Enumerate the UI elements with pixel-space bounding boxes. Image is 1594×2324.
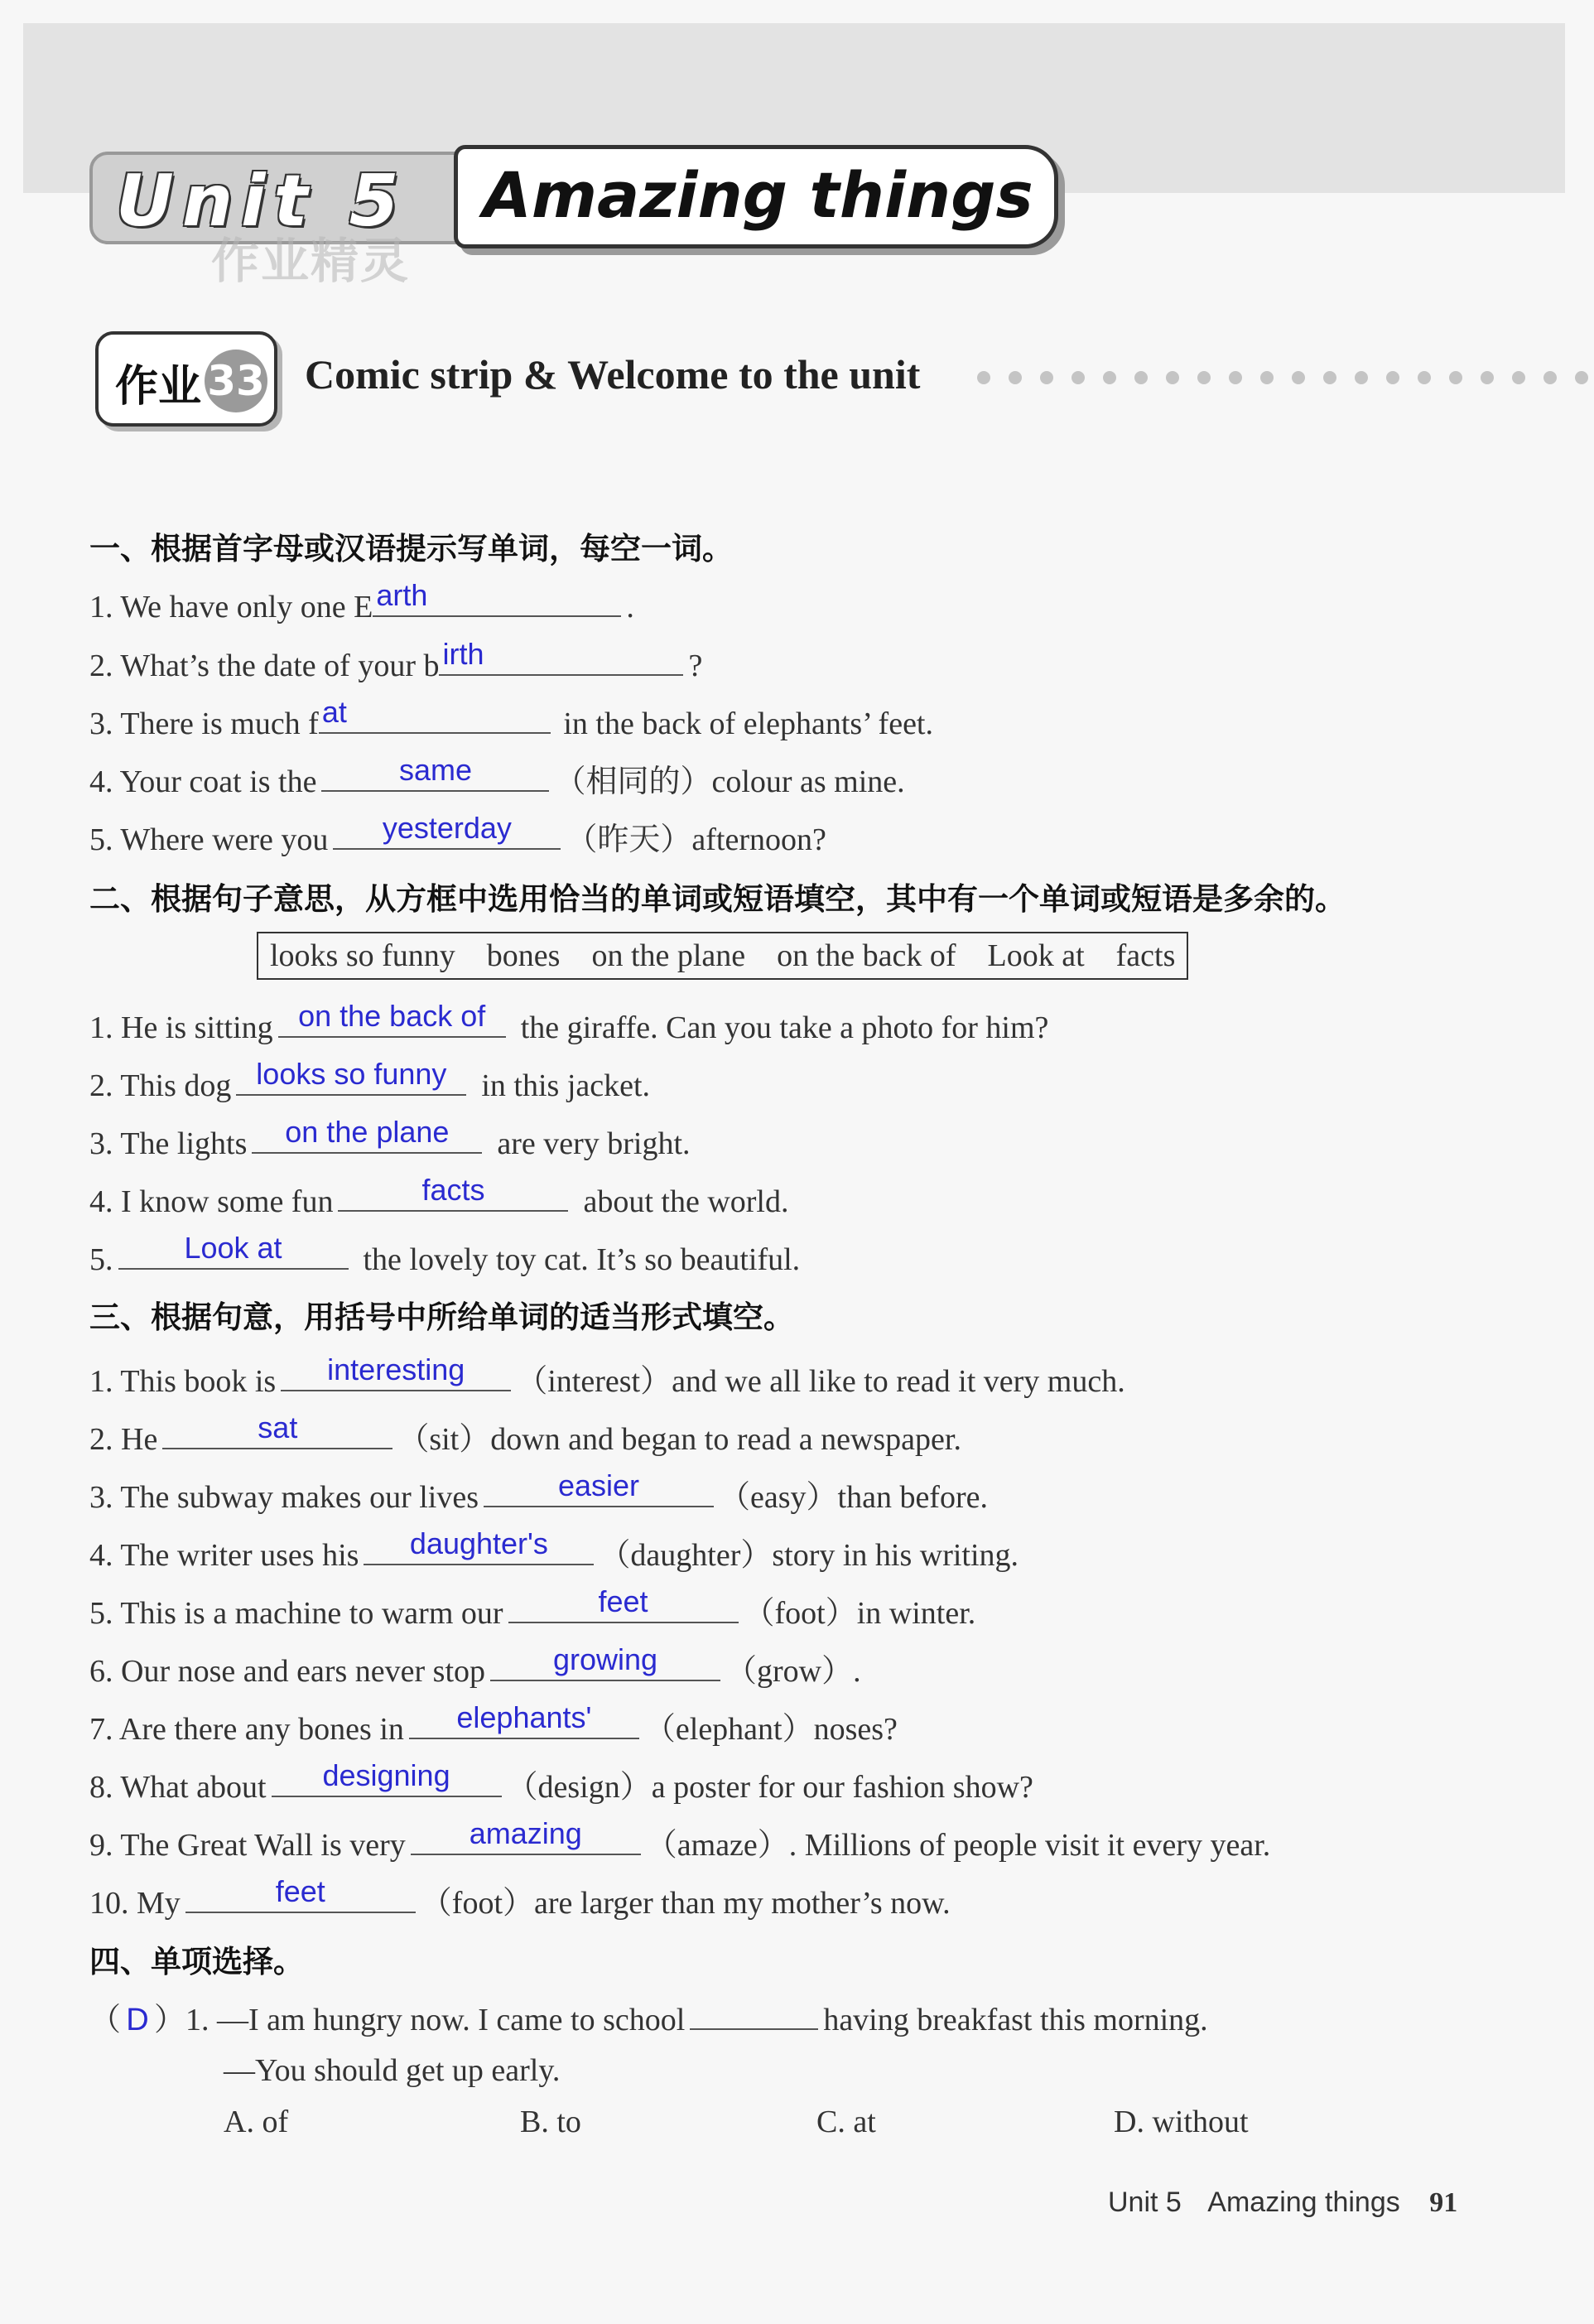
part2-item-2: 2. This dog looks so funny in this jacket. — [89, 1057, 651, 1103]
part3-item-3: 3. The subway makes our lives easier （easy）than before. — [89, 1468, 988, 1515]
answer-blank[interactable]: looks so funny — [236, 1056, 466, 1096]
part3-item-6: 6. Our nose and ears never stop growing （grow）. — [89, 1642, 861, 1689]
answer-blank[interactable]: elephants' — [409, 1700, 639, 1739]
answer-blank[interactable]: easier — [484, 1468, 714, 1507]
option-a[interactable]: A. of — [224, 2105, 289, 2139]
part1-item-1: 1. We have only one E arth . — [89, 578, 634, 624]
option-b[interactable]: B. to — [520, 2105, 581, 2139]
answer-blank[interactable]: arth — [373, 577, 621, 617]
part1-heading: 一、根据首字母或汉语提示写单词，每空一词。 — [89, 531, 733, 567]
part2-item-3: 3. The lights on the plane are very bright. — [89, 1115, 691, 1161]
unit-title: Amazing things — [454, 145, 1058, 248]
part3-item-1: 1. This book is interesting （interest）and we all like to read it very much. — [89, 1352, 1125, 1399]
part2-item-1: 1. He is sitting on the back of the giraffe. Can you take a photo for him? — [89, 999, 1049, 1045]
answer-blank[interactable]: facts — [338, 1172, 568, 1212]
part3-item-8: 8. What about designing （design）a poster for our fashion show? — [89, 1758, 1033, 1805]
part2-item-4: 4. I know some fun facts about the world. — [89, 1173, 789, 1219]
part1-item-5: 5. Where were you yesterday （昨天）afternoon? — [89, 811, 826, 857]
part3-item-4: 4. The writer uses his daughter's （daughter）story in his writing. — [89, 1526, 1019, 1573]
footer-unit: Unit 5 — [1108, 2187, 1182, 2218]
unit-label: Unit 5 — [89, 152, 470, 244]
answer-blank[interactable]: Look at — [118, 1230, 349, 1270]
part3-item-7: 7. Are there any bones in elephants' （elephant）noses? — [89, 1700, 898, 1747]
word-option: on the back of — [777, 938, 956, 973]
part2-heading: 二、根据句子意思，从方框中选用恰当的单词或短语填空，其中有一个单词或短语是多余的。 — [89, 881, 1346, 917]
part3-item-10: 10. My feet （foot）are larger than my mother’s now. — [89, 1874, 951, 1921]
answer-blank[interactable]: sat — [162, 1410, 392, 1449]
dot-divider — [977, 371, 1588, 384]
answer-blank[interactable]: on the back of — [278, 998, 506, 1038]
word-option: looks so funny — [270, 938, 455, 973]
homework-badge — [95, 331, 277, 427]
answer-blank[interactable]: feet — [508, 1584, 739, 1623]
homework-number: 33 — [205, 350, 267, 412]
part3-item-9: 9. The Great Wall is very amazing （amaze）. Millions of people visit it every year. — [89, 1816, 1271, 1863]
watermark: 作业精灵 — [211, 233, 411, 289]
word-option: on the plane — [591, 938, 746, 973]
answer-blank[interactable]: yesterday — [333, 810, 561, 850]
answer-blank[interactable]: same — [321, 752, 549, 792]
answer-blank[interactable]: daughter's — [364, 1526, 594, 1565]
answer-blank[interactable]: amazing — [411, 1815, 641, 1855]
part4-question-1: （ D ）1. —I am hungry now. I came to school having breakfast this morning. — [89, 1990, 1208, 2037]
section-title: Comic strip & Welcome to the unit — [305, 351, 921, 398]
part1-item-4: 4. Your coat is the same （相同的）colour as mine. — [89, 753, 905, 799]
answer-blank[interactable]: feet — [185, 1873, 416, 1913]
part3-item-5: 5. This is a machine to warm our feet （foot）in winter. — [89, 1584, 976, 1631]
choice-answer[interactable]: D — [126, 2003, 149, 2037]
word-option: bones — [486, 938, 561, 973]
answer-blank[interactable]: designing — [272, 1757, 502, 1797]
part3-item-2: 2. He sat （sit）down and began to read a newspaper. — [89, 1410, 961, 1457]
answer-blank[interactable]: on the plane — [252, 1114, 482, 1154]
word-box — [257, 932, 1188, 980]
part1-item-2: 2. What’s the date of your b irth ? — [89, 637, 703, 683]
answer-blank[interactable]: irth — [439, 636, 683, 676]
answer-blank[interactable] — [690, 1990, 818, 2030]
option-d[interactable]: D. without — [1114, 2105, 1249, 2139]
page-footer — [1108, 2187, 1457, 2219]
option-c[interactable]: C. at — [816, 2105, 876, 2139]
homework-label: 作业 — [115, 362, 202, 412]
part1-item-3: 3. There is much f at in the back of elephants’ feet. — [89, 695, 933, 741]
part4-heading: 四、单项选择。 — [89, 1944, 304, 1979]
part3-heading: 三、根据句意，用括号中所给单词的适当形式填空。 — [89, 1299, 794, 1335]
answer-blank[interactable]: at — [319, 694, 551, 734]
part2-item-5: 5. Look at the lovely toy cat. It’s so beautiful. — [89, 1231, 801, 1277]
footer-title: Amazing things — [1207, 2187, 1400, 2218]
word-option: Look at — [987, 938, 1085, 973]
answer-blank[interactable]: growing — [490, 1642, 720, 1681]
part4-question-1-reply: —You should get up early. — [224, 2053, 561, 2088]
word-option: facts — [1115, 938, 1176, 973]
answer-blank[interactable]: interesting — [281, 1352, 511, 1391]
page-number: 91 — [1429, 2187, 1458, 2218]
